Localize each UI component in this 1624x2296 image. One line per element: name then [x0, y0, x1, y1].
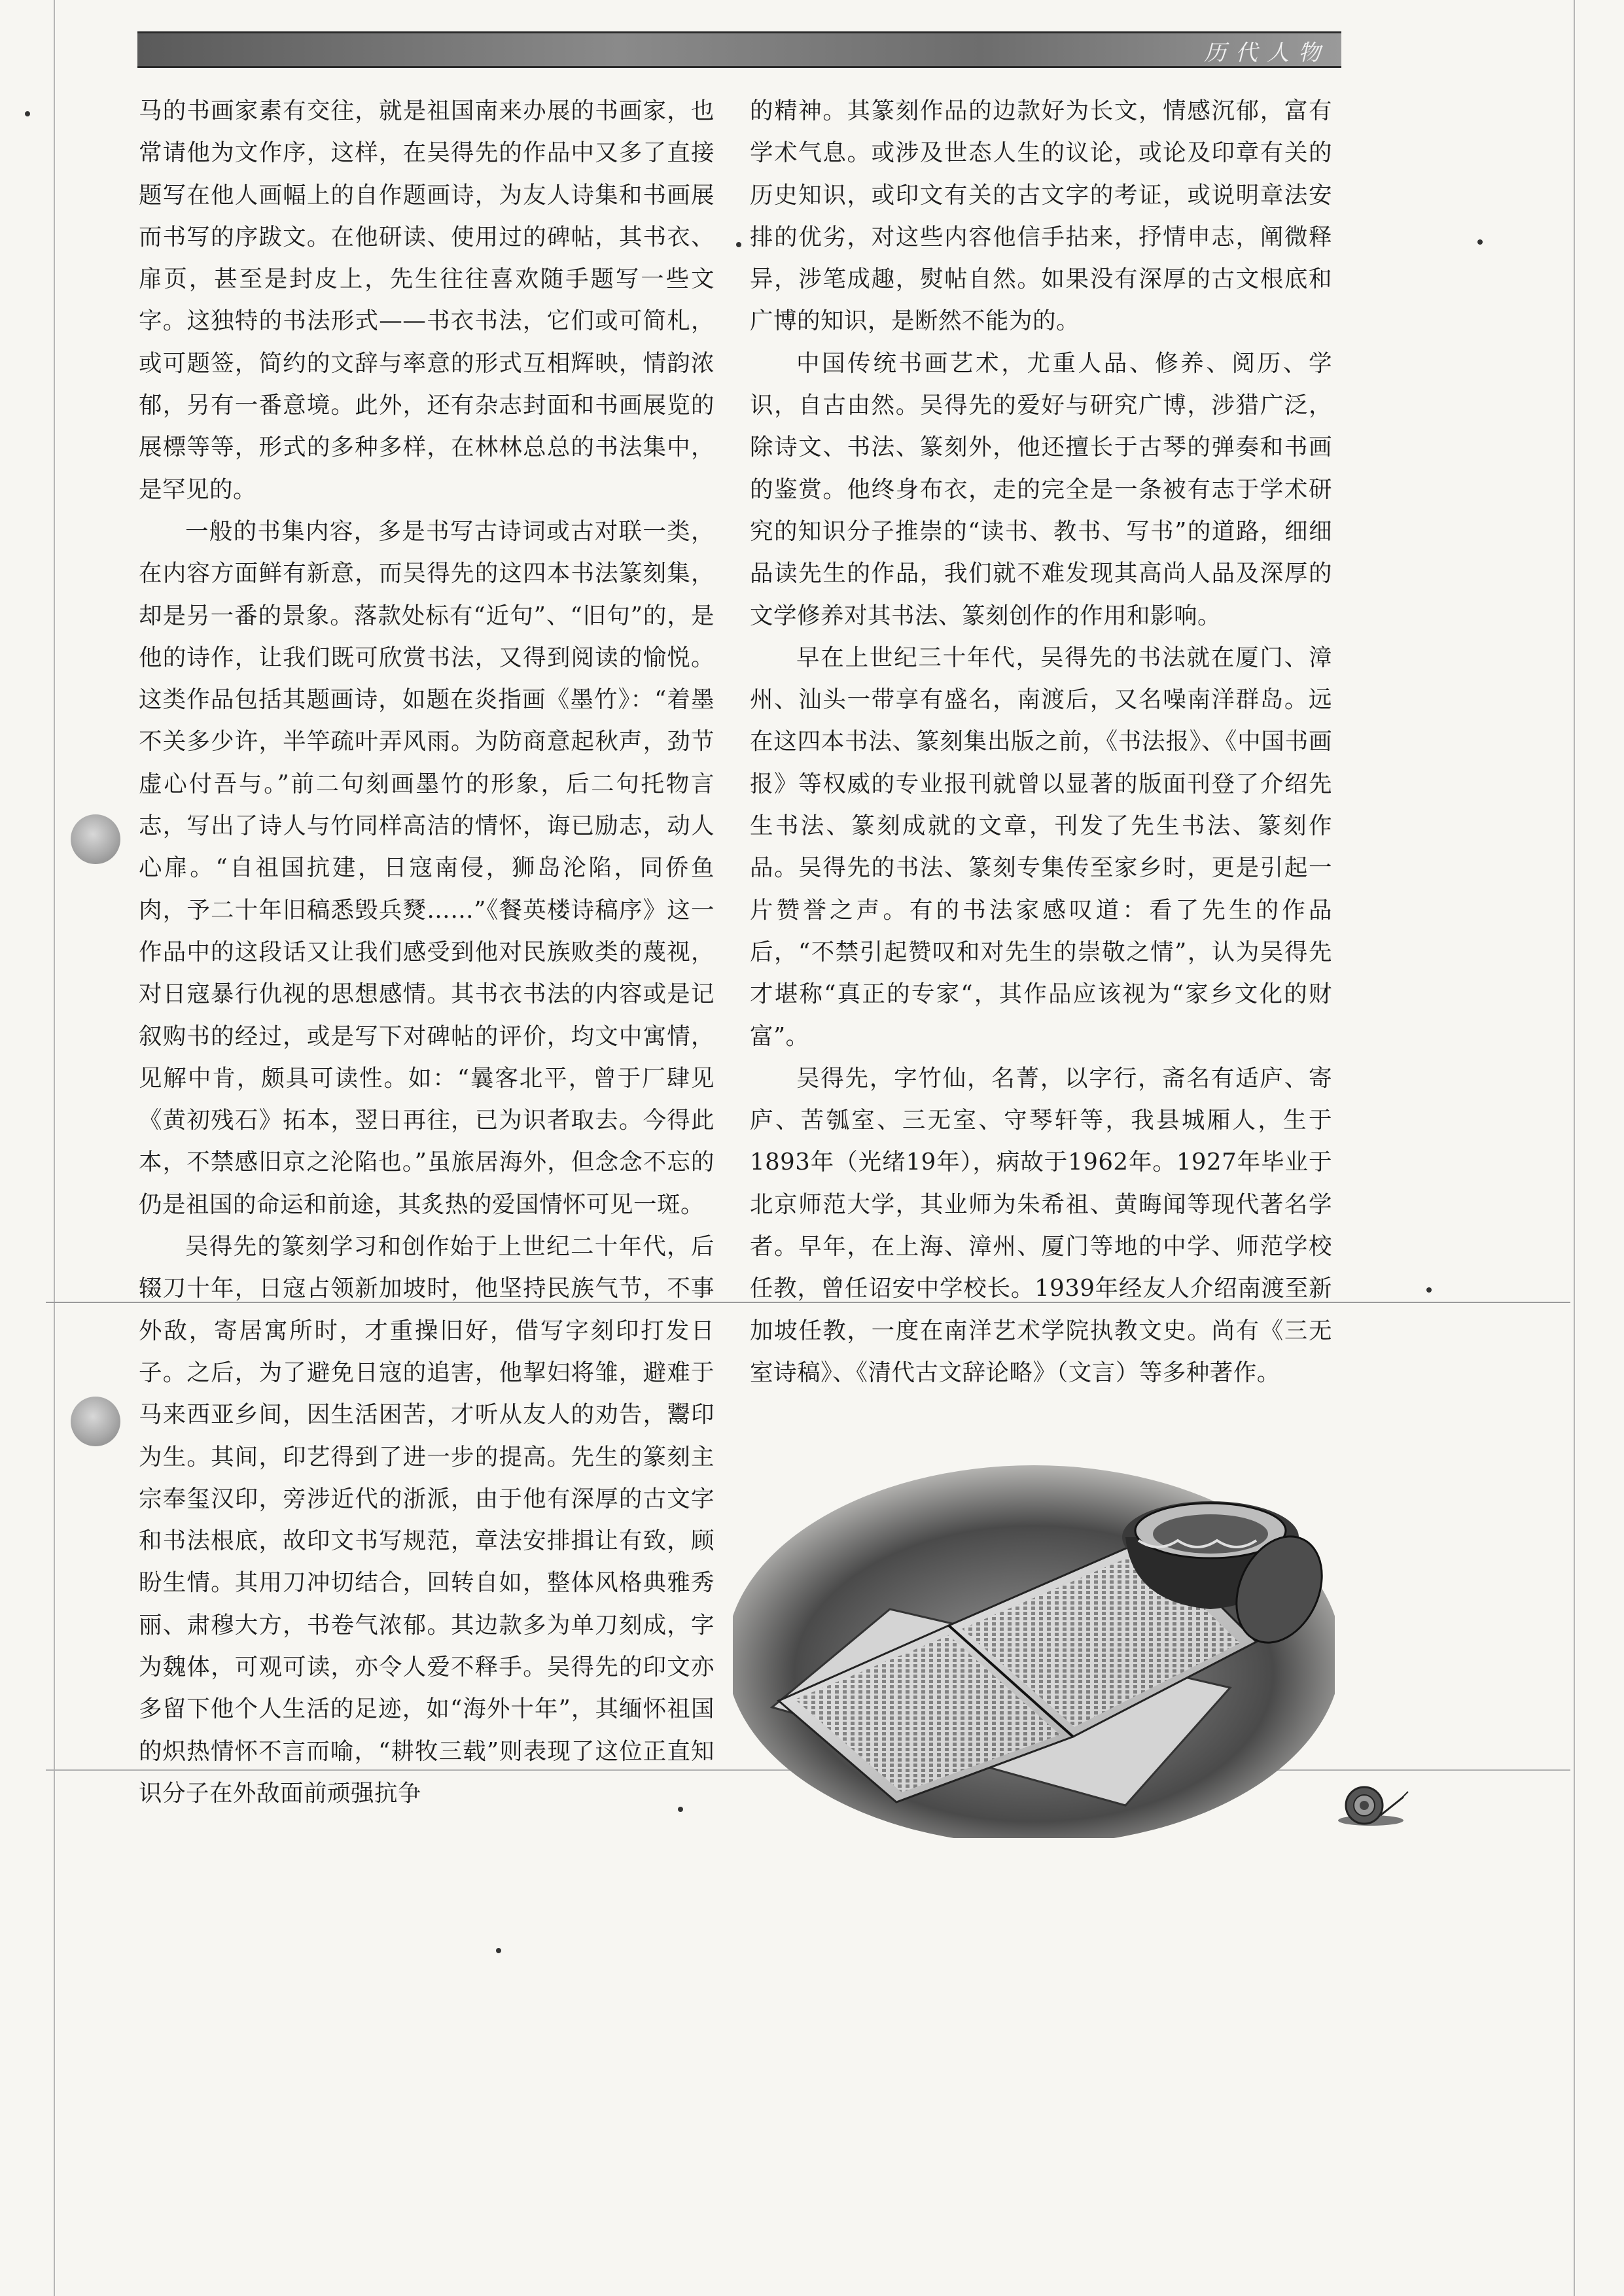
binder-punch-hole	[71, 1397, 120, 1446]
paragraph: 吴得先的篆刻学习和创作始于上世纪二十年代，后辍刀十年，日寇占领新加坡时，他坚持民族气节，不事外敌，寄居寓所时，才重操旧好，借写字刻印打发日子。之后，为了避免日寇的追害，他挈妇将雏，避难于马来西亚乡间，因生活困苦，才听从友人的劝告，鬻印为生。其间，印艺得到了进一步的提高。先生的篆刻主宗奉玺汉印，旁涉近代的浙派，由于他有深厚的古文字和书法根底，故印文书写规范，章法安排揖让有致，顾盼生情。其用刀冲切结合，回转自如，整体风格典雅秀丽、肃穆大方，书卷气浓郁。其边款多为单刀刻成，字为魏体，可观可读，亦令人爱不释手。吴得先的印文亦多留下他个人生活的足迹，如“海外十年”，其缅怀祖国的炽热情怀不言而喻，“耕牧三载”则表现了这位正直知识分子在外敌面前顽强抗争	[139, 1233, 715, 1807]
scan-edge-line	[54, 0, 55, 2296]
scan-speck	[1426, 1287, 1432, 1293]
article-column-left	[139, 90, 715, 1815]
scan-speck	[1477, 239, 1483, 245]
article-column-right	[750, 90, 1332, 1394]
scan-speck	[496, 1948, 501, 1953]
paragraph: 马的书画家素有交往，就是祖国南来办展的书画家，也常请他为文作序，这样，在吴得先的作品中又多了直接题写在他人画幅上的自作题画诗，为友人诗集和书画展而书写的序跋文。在他研读、使用过的碑帖，其书衣、扉页，甚至是封皮上，先生往往喜欢随手题写一些文字。这独特的书法形式——书衣书法，它们或可简札，或可题签，简约的文辞与率意的形式互相辉映，情韵浓郁，另有一番意境。此外，还有杂志封面和书画展览的展標等等，形式的多种多样，在林林总总的书法集中，是罕见的。	[139, 97, 715, 503]
scan-edge-line	[1574, 0, 1575, 2296]
paragraph: 吴得先，字竹仙，名菁，以字行，斋名有适庐、寄庐、苦瓠室、三无室、守琴轩等，我县城厢人，生于1893年（光绪19年），病故于1962年。1927年毕业于北京师范大学，其业师为朱希祖、黄晦闻等现代著名学者。早年，在上海、漳州、厦门等地的中学、师范学校任教，曾任诏安中学校长。1939年经友人介绍南渡至新加坡任教，一度在南洋艺术学院执教文史。尚有《三无室诗稿》、《清代古文辞论略》（文言）等多种著作。	[750, 1064, 1332, 1386]
tea-surface	[1153, 1514, 1268, 1554]
section-label: 历代人物	[1204, 40, 1330, 66]
snail-ornament-icon	[1335, 1783, 1413, 1828]
paragraph: 中国传统书画艺术，尤重人品、修养、阅历、学识，自古由然。吴得先的爱好与研究广博，涉猎广泛，除诗文、书法、篆刻外，他还擅长于古琴的弹奏和书画的鉴赏。他终身布衣，走的完全是一条被有志于学术研究的知识分子推崇的“读书、教书、写书”的道路，细细品读先生的作品，我们就不难发现其高尚人品及深厚的文学修养对其书法、篆刻创作的作用和影响。	[750, 349, 1332, 629]
scan-speck	[25, 111, 30, 116]
section-header-band	[137, 31, 1341, 68]
paragraph: 早在上世纪三十年代，吴得先的书法就在厦门、漳州、汕头一带享有盛名，南渡后，又名噪南洋群岛。远在这四本书法、篆刻集出版之前，《书法报》、《中国书画报》等权威的专业报刊就曾以显著的版面刊登了介绍先生书法、篆刻成就的文章，刊发了先生书法、篆刻作品。吴得先的书法、篆刻专集传至家乡时，更是引起一片赞誉之声。有的书法家感叹道：看了先生的作品后，“不禁引起赞叹和对先生的崇敬之情”，认为吴得先才堪称“真正的专家“，其作品应该视为“家乡文化的财富”。	[750, 644, 1332, 1050]
scan-speck	[736, 242, 741, 247]
binder-punch-hole	[71, 814, 120, 864]
paragraph: 一般的书集内容，多是书写古诗词或古对联一类，在内容方面鲜有新意，而吴得先的这四本书法篆刻集，却是另一番的景象。落款处标有“近句”、“旧句”的，是他的诗作，让我们既可欣赏书法，又得到阅读的愉悦。这类作品包括其题画诗，如题在炎指画《墨竹》：“着墨不关多少许，半竿疏叶弄风雨。为防商意起秋声，劲节虚心付吾与。”前二句刻画墨竹的形象，后二句托物言志，写出了诗人与竹同样高洁的情怀，诲已励志，动人心扉。“自祖国抗建，日寇南侵，狮岛沦陷，同侨鱼肉，予二十年旧稿悉毁兵燹……”《餐英楼诗稿序》这一作品中的这段话又让我们感受到他对民族败类的蔑视，对日寇暴行仇视的思想感情。其书衣书法的内容或是记叙购书的经过，或是写下对碑帖的评价，均文中寓情，见解中肯，颇具可读性。如：“曩客北平，曾于厂肆见《黄初残石》拓本，翌日再往，已为识者取去。今得此本，不禁感旧京之沦陷也。”虽旅居海外，但念念不忘的仍是祖国的命运和前途，其炙热的爱国情怀可见一斑。	[139, 517, 715, 1218]
book-and-tea-illustration	[733, 1439, 1335, 1838]
paragraph: 的精神。其篆刻作品的边款好为长文，情感沉郁，富有学术气息。或涉及世态人生的议论，或论及印章有关的历史知识，或印文有关的古文字的考证，或说明章法安排的优劣，对这些内容他信手拈来，抒情申志，阐微释异，涉笔成趣，熨帖自然。如果没有深厚的古文根底和广博的知识，是断然不能为的。	[750, 97, 1332, 335]
